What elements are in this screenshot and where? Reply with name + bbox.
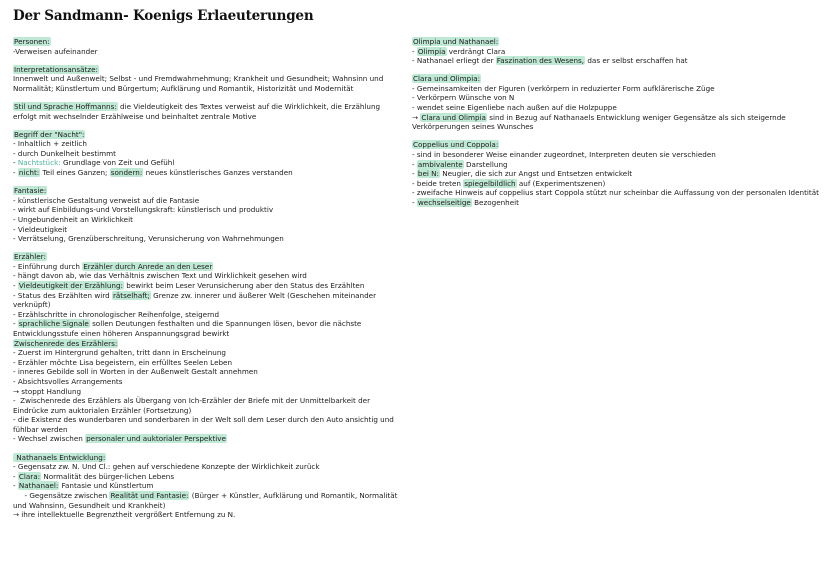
highlighted-text: Personen: xyxy=(14,37,50,46)
text-segment: und Wahnsinn, Gesundheit und Krankheit) xyxy=(13,500,166,510)
note-line xyxy=(13,300,398,310)
note-section xyxy=(13,37,398,56)
highlighted-text: Erzähler durch Anrede an den Leser xyxy=(83,261,213,271)
right-column xyxy=(412,37,822,216)
text-segment: sind in Bezug auf Nathanaels Entwicklung weniger Gegensätze als sich steigernde xyxy=(486,112,786,122)
text-segment: - Gemeinsamkeiten der Figuren (verkörpern in reduzierter Form aufklärerische Züge xyxy=(412,83,715,93)
text-segment: - xyxy=(412,169,417,179)
text-segment: verknüpft) xyxy=(13,300,51,310)
text-segment: Normalität des bürger-lichen Lebens xyxy=(41,471,175,481)
note-line xyxy=(13,329,398,339)
note-line xyxy=(13,491,398,501)
text-segment: Teil eines Ganzen; xyxy=(40,168,110,178)
colored-term: Nachtstück: xyxy=(17,158,61,168)
text-segment: auf (Experimentszenen) xyxy=(516,178,606,188)
note-section xyxy=(412,140,822,207)
highlighted-text: Clara und Olimpia xyxy=(421,112,486,122)
note-line xyxy=(13,291,398,301)
highlighted-text: personaler und auktorialer Perspektive xyxy=(86,434,226,444)
text-segment: Neugier, die sich zur Angst und Entsetzen entwickelt xyxy=(439,169,633,179)
text-segment: Innenwelt und Außenwelt; Selbst - und Fremdwahrnehmung; Krankheit und Gesundheit; Wahnsinn und xyxy=(13,74,384,84)
note-section xyxy=(13,102,398,121)
note-line xyxy=(13,377,398,387)
highlighted-text: Erzähler: xyxy=(14,252,46,262)
text-segment: - xyxy=(412,197,417,207)
highlighted-text: rätselhaft; xyxy=(112,290,150,300)
text-segment: bewirkt beim Leser Verunsicherung aber den Status des Erzählten xyxy=(123,280,365,290)
highlighted-text: wechselseitige xyxy=(417,197,471,207)
text-segment: - xyxy=(13,319,18,329)
text-segment: erfolgt mit wechselnder Erzählweise und beinhaltet zentrale Motive xyxy=(13,111,257,121)
highlighted-text: Nathanaels Entwicklung: xyxy=(14,452,106,462)
note-section xyxy=(13,453,398,520)
text-segment: Entwicklungsstufe einen höheren Anspannungsgrad bewirkt xyxy=(13,328,230,338)
text-segment: → xyxy=(412,112,421,122)
section-heading-line xyxy=(13,102,398,112)
highlighted-text: Clara: xyxy=(18,471,41,481)
text-segment: - sind in besonderer Weise einander zugeordnet, Interpreten deuten sie verschieden xyxy=(412,149,716,159)
note-line xyxy=(412,47,822,57)
note-line xyxy=(13,406,398,416)
highlighted-text: Olimpia xyxy=(417,46,446,56)
highlighted-text: Fantasie: xyxy=(14,186,47,196)
text-segment: - Nathanael erliegt der xyxy=(412,56,496,66)
text-segment: verdrängt Clara xyxy=(446,46,506,56)
text-segment: - Gegensätze zwischen xyxy=(13,490,110,500)
highlighted-text: spiegelbildlich xyxy=(464,178,516,188)
note-line xyxy=(13,225,398,235)
section-heading-line xyxy=(13,453,398,463)
text-segment: - wendet seine Eigenliebe nach außen auf die Holzpuppe xyxy=(412,103,617,113)
text-segment: - Erzähler möchte Lisa begeistern, ein erfülltes Seelen Leben xyxy=(13,357,233,367)
text-segment: - zweifache Hinweis auf coppelius start Coppola stützt nur scheinbar die Auffassung von der personalen Identität xyxy=(412,188,819,198)
highlighted-text: Begriff der "Nacht": xyxy=(14,129,85,139)
highlighted-text: Realität und Fantasie: xyxy=(110,490,189,500)
note-line xyxy=(13,262,398,272)
text-segment: - die Existenz des wunderbaren und sonderbaren in der Welt soll dem Leser durch den Auto ansichtig und xyxy=(13,415,394,425)
note-line xyxy=(13,205,398,215)
note-line xyxy=(412,169,822,179)
highlighted-text: Nathanael: xyxy=(18,481,59,491)
note-line xyxy=(412,150,822,160)
text-segment: - Verrätselung, Grenzüberschreitung, Verunsicherung von Wahrnehmungen xyxy=(13,234,284,244)
highlighted-text: Olimpia und Nathanael: xyxy=(413,37,499,46)
text-segment: die Vieldeutigkeit des Textes verweist auf die Wirklichkeit, die Erzählung xyxy=(117,101,381,111)
note-line xyxy=(412,122,822,132)
section-heading-line xyxy=(13,37,398,47)
text-segment: Normalität; Künstlertum und Bürgertum; Aufklärung und Romantik, Historizität und Modernität xyxy=(13,83,354,93)
note-line xyxy=(13,396,398,406)
text-segment: Verkörperungen seines Wunsches xyxy=(412,122,534,132)
section-heading-line xyxy=(412,140,822,150)
document-title: Der Sandmann- Koenigs Erlaeuterungen xyxy=(13,8,314,24)
left-column xyxy=(13,37,398,528)
note-line xyxy=(13,387,398,397)
highlighted-text: Vieldeutigkeit der Erzählung: xyxy=(18,280,123,290)
note-line xyxy=(13,149,398,159)
note-line xyxy=(13,501,398,511)
text-segment: fühlbar werden xyxy=(13,424,68,434)
text-segment: - wirkt auf Einbildungs-und Vorstellungskraft: künstlerisch und produktiv xyxy=(13,205,274,215)
note-line xyxy=(13,310,398,320)
text-segment: Darstellung xyxy=(463,159,508,169)
text-segment: neues künstlerisches Ganzes verstanden xyxy=(143,168,293,178)
note-line xyxy=(13,319,398,329)
text-segment: sollen Deutungen festhalten und die Spannungen lösen, bevor die nächste xyxy=(89,319,362,329)
note-section xyxy=(13,130,398,178)
text-segment: Eindrücke zum auktorialen Erzähler (Fortsetzung) xyxy=(13,405,192,415)
highlighted-text: Interpretationsansätze: xyxy=(14,64,98,74)
text-segment: Fantasie und Künstlertum xyxy=(59,481,154,491)
section-heading-line xyxy=(412,74,822,84)
text-segment: - xyxy=(13,280,18,290)
text-segment: -Verweisen aufeinander xyxy=(13,46,98,56)
note-line xyxy=(13,367,398,377)
highlighted-text: sprachliche Signale xyxy=(18,319,89,329)
text-segment: - Vieldeutigkeit xyxy=(13,224,68,234)
note-line xyxy=(412,113,822,123)
note-line xyxy=(13,74,398,84)
note-line xyxy=(13,462,398,472)
text-segment: - Status des Erzählten wird xyxy=(13,290,112,300)
highlighted-text: bei N: xyxy=(417,169,439,179)
section-heading-line xyxy=(412,37,822,47)
highlighted-text: sondern: xyxy=(110,168,143,178)
text-segment: - Gegensatz zw. N. Und Cl.: gehen auf verschiedene Konzepte der Wirklichkeit zurück xyxy=(13,462,320,472)
section-heading-line xyxy=(13,65,398,75)
highlighted-text: Stil und Sprache Hoffmanns: xyxy=(14,101,117,111)
note-line xyxy=(13,425,398,435)
highlighted-text: Zwischenrede des Erzählers: xyxy=(14,338,118,348)
note-section xyxy=(13,65,398,94)
highlighted-text: ambivalente xyxy=(417,159,463,169)
note-line xyxy=(412,84,822,94)
text-segment: - Wechsel zwischen xyxy=(13,434,86,444)
text-segment: → ihre intellektuelle Begrenztheit vergrößert Entfernung zu N. xyxy=(13,510,236,520)
note-line xyxy=(13,196,398,206)
note-line xyxy=(13,510,398,520)
highlighted-text: Coppelius und Coppola: xyxy=(413,140,499,150)
text-segment: - xyxy=(13,158,18,168)
text-segment: - xyxy=(13,471,18,481)
text-segment: - Zwischenrede des Erzählers als Übergang von Ich-Erzähler der Briefe mit der Unmittelbarkeit der xyxy=(13,396,371,406)
note-section xyxy=(412,37,822,66)
note-line xyxy=(13,215,398,225)
note-line xyxy=(13,158,398,168)
text-segment: (Bürger + Künstler, Aufklärung und Romantik, Normalität xyxy=(189,490,398,500)
note-line xyxy=(13,415,398,425)
text-segment: Grundlage von Zeit und Gefühl xyxy=(60,158,175,168)
text-segment: - Absichtsvolles Arrangements xyxy=(13,376,123,386)
note-line xyxy=(412,179,822,189)
highlighted-text: Faszination des Wesens, xyxy=(496,56,585,66)
text-segment: - Ungebundenheit an Wirklichkeit xyxy=(13,214,133,224)
text-segment: - Zuerst im Hintergrund gehalten, tritt dann in Erscheinung xyxy=(13,348,226,358)
text-segment: → stoppt Handlung xyxy=(13,386,82,396)
note-line xyxy=(13,358,398,368)
note-line xyxy=(13,168,398,178)
highlighted-text: Clara und Olimpia: xyxy=(413,74,481,84)
text-segment: - hängt davon ab, wie das Verhältnis zwischen Text und Wirklichkeit gesehen wird xyxy=(13,271,307,281)
note-line xyxy=(13,112,398,122)
text-segment: - Einführung durch xyxy=(13,261,83,271)
note-section xyxy=(412,74,822,132)
note-line xyxy=(13,434,398,444)
text-segment: das er selbst erschaffen hat xyxy=(585,56,688,66)
note-line xyxy=(412,198,822,208)
text-segment: - xyxy=(13,168,18,178)
text-segment: - xyxy=(412,46,417,56)
note-line xyxy=(412,56,822,66)
note-line xyxy=(412,103,822,113)
text-segment: - xyxy=(412,159,417,169)
text-segment: - Erzählschritte in chronologischer Reihenfolge, steigernd xyxy=(13,309,220,319)
note-line xyxy=(13,47,398,57)
note-line xyxy=(13,234,398,244)
note-section xyxy=(13,252,398,444)
highlighted-text: nicht: xyxy=(18,168,40,178)
text-segment: - künstlerische Gestaltung verweist auf die Fantasie xyxy=(13,195,200,205)
text-segment: - Verkörpern Wünsche von N xyxy=(412,93,515,103)
section-heading-line xyxy=(13,130,398,140)
text-segment: Bezogenheit xyxy=(471,197,519,207)
note-line xyxy=(13,271,398,281)
note-line xyxy=(13,348,398,358)
text-segment: - inneres Gebilde soll in Worten in der Außenwelt Gestalt annehmen xyxy=(13,367,258,377)
note-section xyxy=(13,186,398,244)
note-line xyxy=(412,160,822,170)
text-segment: - durch Dunkelheit bestimmt xyxy=(13,148,116,158)
note-line xyxy=(412,93,822,103)
text-segment: - Inhaltlich + zeitlich xyxy=(13,139,87,149)
note-line xyxy=(13,472,398,482)
note-line xyxy=(412,188,822,198)
note-line xyxy=(13,281,398,291)
note-line xyxy=(13,339,398,349)
note-line xyxy=(13,139,398,149)
section-heading-line xyxy=(13,186,398,196)
text-segment: Grenze zw. innerer und äußerer Welt (Geschehen miteinander xyxy=(150,290,377,300)
text-segment: - beide treten xyxy=(412,178,464,188)
note-line xyxy=(13,84,398,94)
text-segment: - xyxy=(13,481,18,491)
section-heading-line xyxy=(13,252,398,262)
note-line xyxy=(13,481,398,491)
